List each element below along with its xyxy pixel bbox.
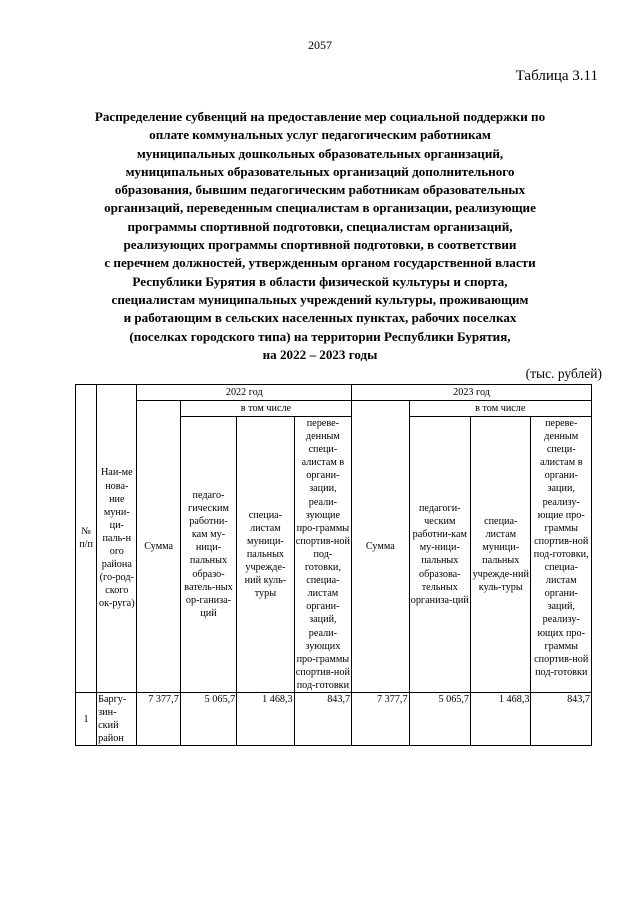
- title-line: программы спортивной подготовки, специалистам организаций,: [127, 218, 513, 234]
- cell-teachers-2022: 5 065,7: [180, 692, 236, 745]
- title-line: муниципальных образовательных организаций дополнительного: [125, 163, 515, 179]
- cell-teachers-2023: 5 065,7: [409, 692, 470, 745]
- header-name: Наи-ме нова-ние муни-ци-паль-н ого района (го-род-ского ок-руга): [97, 385, 137, 693]
- title-line: и работающим в сельских населенных пунктах, рабочих поселках: [123, 310, 517, 326]
- subsidy-table: [75, 384, 592, 746]
- title-line: оплате коммунальных услуг педагогическим работникам: [149, 127, 491, 143]
- header-sum-2022: Сумма: [137, 401, 180, 693]
- title-line: Распределение субвенций на предоставление мер социальной поддержки по: [94, 109, 546, 124]
- header-sport-2023: переве-денным специ-алистам в органи-зации, реализу-ющие про-граммы спортив-ной под-готовки, специа-листам органи-заций, реализу-ющих про-граммы спортив-ной под-готовки: [531, 417, 592, 693]
- title-line: образования, бывшим педагогическим работникам образовательных: [114, 182, 526, 198]
- header-row-including: [76, 401, 592, 417]
- header-including-2022: в том числе: [180, 401, 351, 417]
- title-line: муниципальных дошкольных образовательных организаций,: [136, 145, 504, 161]
- row-district-name: Баргу-зин-ский район: [97, 692, 137, 745]
- header-culture-2023: специа-листам муници-пальных учрежде-ний куль-туры: [471, 417, 531, 693]
- title-line: на 2022 – 2023 годы: [262, 346, 378, 362]
- title-line: специалистам муниципальных учреждений культуры, проживающим: [111, 291, 529, 307]
- units-label: (тыс. рублей): [525, 366, 602, 381]
- cell-sport-2023: 843,7: [531, 692, 592, 745]
- cell-sum-2022: 7 377,7: [137, 692, 180, 745]
- header-teachers-2022: педаго-гическим работни-кам му-ници-пальных образо-ватель-ных ор-ганиза-ций: [180, 417, 236, 693]
- header-sport-2022: переве-денным специ-алистам в органи-зации, реали-зующие про-граммы спортив-ной под-готовки, специа-листам органи-заций, реали-зующих про-граммы спортив-ной под-готовки: [295, 418, 350, 691]
- title-line: организаций, переведенным специалистам в организации, реализующие: [104, 200, 536, 216]
- header-including-2023: в том числе: [409, 401, 591, 417]
- header-number: № п/п: [76, 385, 97, 693]
- header-row-years: [76, 385, 592, 401]
- document-title: [60, 108, 580, 364]
- cell-sport-2022: 843,7: [294, 692, 351, 745]
- title-line: (поселках городского типа) на территории Республики Бурятия,: [129, 328, 511, 344]
- cell-culture-2023: 1 468,3: [471, 692, 531, 745]
- header-culture-2022: специа-листам муници-пальных учрежде-ний куль-туры: [237, 417, 294, 693]
- title-line: Республики Бурятия в области физической культуры и спорта,: [132, 273, 508, 289]
- row-number: 1: [76, 692, 97, 745]
- header-sum-2023: Сумма: [352, 401, 409, 693]
- header-year-2022: 2022 год: [137, 385, 352, 401]
- cell-culture-2022: 1 468,3: [237, 692, 294, 745]
- title-line: с перечнем должностей, утвержденным органом государственной власти: [104, 255, 536, 271]
- page-number: 2057: [308, 38, 332, 52]
- table-label: Таблица 3.11: [515, 68, 598, 84]
- title-line: реализующих программы спортивной подготовки, в соответствии: [123, 237, 517, 253]
- table-row: [76, 692, 592, 745]
- header-teachers-2023: педагоги-ческим работни-кам му-ници-пальных образова-тельных организа-ций: [409, 417, 470, 693]
- cell-sum-2023: 7 377,7: [352, 692, 409, 745]
- header-year-2023: 2023 год: [352, 385, 592, 401]
